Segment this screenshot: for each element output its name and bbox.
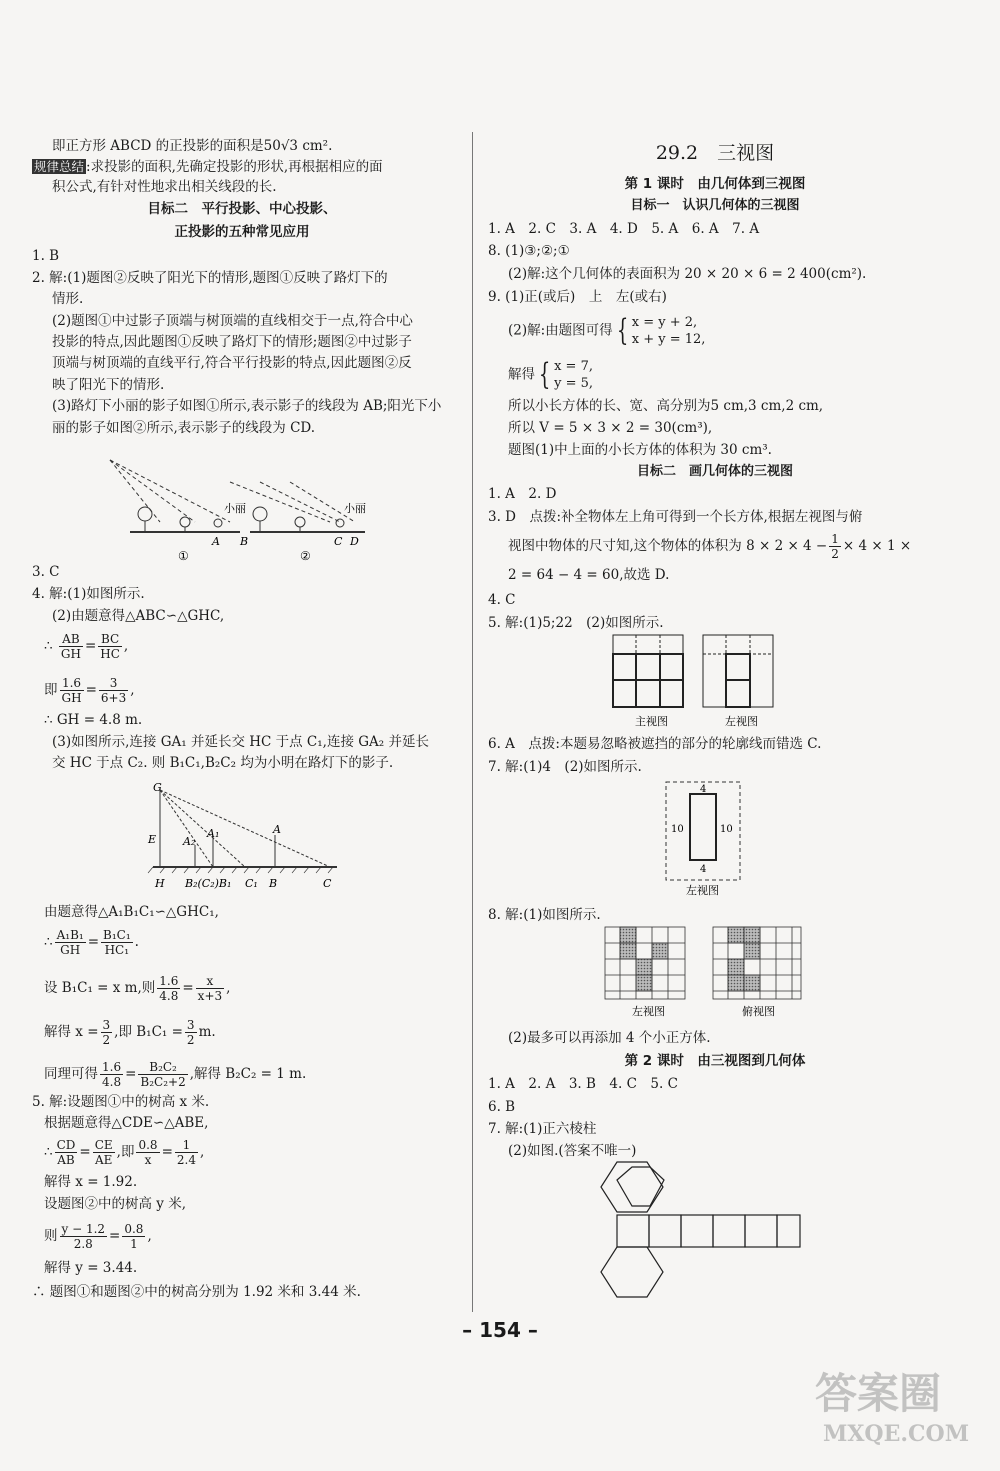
prefix: 视图中物体的尺寸知,这个物体的体积为 8 × 2 × 4 − <box>508 538 828 554</box>
fig2-G: G <box>153 781 162 794</box>
numerator: CE <box>94 1138 113 1152</box>
answer-8: 8. 解:(1)如图所示. <box>488 907 601 923</box>
answer-9-f: 题图(1)中上面的小长方体的体积为 30 cm³. <box>508 442 772 458</box>
answer-5-g: 解得 y = 3.44. <box>44 1260 138 1276</box>
equation-1: x = y + 2, <box>631 315 698 330</box>
left-view-figure-7 <box>664 780 744 900</box>
numerator: 1.6 <box>159 974 179 988</box>
fig1-label-2: 小丽 <box>344 502 366 515</box>
lamp-figure <box>145 775 345 895</box>
lesson2-answers-1-5: 1. A 2. A 3. B 4. C 5. C <box>488 1076 678 1092</box>
fig2-A1: A₁ <box>207 827 220 840</box>
denominator: 4.8 <box>102 1075 122 1089</box>
answer-5-f: 则 $\frac{y - 1.2}{2.8}$ = $\frac{0.8}{1}$ , <box>44 1222 152 1251</box>
denominator: GH <box>60 647 81 661</box>
answer-9-b <box>508 314 705 348</box>
answer-9-a: 9. (1)正(或后) 上 左(或右) <box>488 289 667 305</box>
fig5-caption-2: 左视图 <box>725 715 758 728</box>
answer-8-a: 8. (1)③;②;① <box>488 243 570 259</box>
lesson-2-title: 第 2 课时 由三视图到几何体 <box>624 1053 806 1069</box>
answer-2-c: (2)题图①中过影子顶端与树顶端的直线相交于一点,符合中心 <box>52 313 413 329</box>
fig7-caption: 左视图 <box>686 884 719 897</box>
prefix: 同理可得 <box>44 1066 98 1082</box>
answer-4-h: 由题意得△A₁B₁C₁∽△GHC₁, <box>44 904 219 920</box>
answer-4-a: 4. 解:(1)如图所示. <box>32 586 145 602</box>
prefix: 即 <box>44 682 58 698</box>
denominator: HC₁ <box>104 943 130 957</box>
answer-3-b <box>508 532 911 561</box>
answer-9-d: 所以小长方体的长、宽、高分别为5 cm,3 cm,2 cm, <box>508 398 824 414</box>
fraction <box>175 1138 198 1167</box>
answer-4-d: 即 $\frac{1.6}{GH}$ = $\frac{3}{6+3}$ , <box>44 676 135 705</box>
answer-3: 3. C <box>32 564 60 580</box>
numerator: 0.8 <box>138 1138 158 1152</box>
lesson2-answer-7-b: (2)如图.(答案不唯一) <box>508 1143 637 1159</box>
answer-3-a: 3. D 点拨:补全物体左上角可得到一个长方体,根据左视图与俯 <box>488 509 863 525</box>
answer-5-c: ∴ $\frac{CD}{AB}$ = $\frac{CE}{AE}$ ,即 $\frac{0.8}{x}$ = $\frac{1}{2.4}$ , <box>44 1138 205 1167</box>
numerator: CD <box>56 1138 76 1152</box>
answer-4-e: ∴ GH = 4.8 m. <box>44 712 143 728</box>
denominator: 6+3 <box>100 691 127 705</box>
goal-2-title: 目标二 画几何体的三视图 <box>636 464 793 479</box>
answer-2-e: 顶端与树顶端的直线平行,符合平行投影的特点,因此题图②反 <box>52 355 412 371</box>
lesson2-answer-6: 6. B <box>488 1099 516 1115</box>
fraction <box>93 1138 115 1167</box>
fig2-A2: A₂ <box>183 835 196 848</box>
denominator: AB <box>57 1153 75 1167</box>
denominator: GH <box>60 943 81 957</box>
answer-3-c: 2 = 64 − 4 = 60,故选 D. <box>508 567 670 583</box>
punct: , <box>226 980 231 996</box>
area-conclusion: 即正方形 ABCD 的正投影的面积是50√3 cm². <box>52 138 333 154</box>
prism-net-figure <box>600 1160 810 1310</box>
denominator: 2.8 <box>73 1237 93 1251</box>
goal-1-title: 目标一 认识几何体的三视图 <box>630 198 800 213</box>
fraction <box>136 1138 159 1167</box>
punct: , <box>199 1144 205 1160</box>
answer-4-j: 设 B₁C₁ = x m,则 $\frac{1.6}{4.8}$ = $\frac{x}{x+3}$ , <box>44 974 231 1003</box>
answer-4-g: 交 HC 于点 C₂. 则 B₁C₁,B₂C₂ 均为小明在路灯下的影子. <box>52 755 394 771</box>
fig1-caption-2: ② <box>300 549 311 562</box>
fraction <box>196 974 224 1003</box>
fig7-top: 4 <box>700 784 707 795</box>
views-figure-5 <box>610 632 775 732</box>
equals: = <box>84 638 97 654</box>
numerator: 1 <box>831 532 839 546</box>
fig1-label-1: 小丽 <box>224 502 246 515</box>
lesson-1-title: 第 1 课时 由几何体到三视图 <box>624 176 806 192</box>
answer-2-h: 丽的影子如图②所示,表示影子的线段为 CD. <box>52 420 316 436</box>
fig1-caption-1: ① <box>178 549 189 562</box>
denominator: x <box>144 1153 152 1167</box>
answer-2-d: 投影的特点,因此题图①反映了路灯下的情形;题图②中过影子 <box>52 334 412 350</box>
punct: . <box>134 934 139 950</box>
fraction <box>100 1060 123 1089</box>
numerator: 1 <box>175 1138 198 1153</box>
numerator: BC <box>98 632 122 647</box>
fig2-C: C <box>323 877 332 890</box>
therefore: ∴ <box>44 934 53 950</box>
answers-1-7: 1. A 2. C 3. A 4. D 5. A 6. A 7. A <box>488 221 760 237</box>
fig1-C: C <box>334 535 343 548</box>
therefore: ∴ <box>44 1144 53 1160</box>
fig2-B2C2B1: B₂(C₂)B₁ <box>185 877 232 890</box>
denominator: 2 <box>186 1033 195 1047</box>
answer-4-l: 同理可得 $\frac{1.6}{4.8}$ = $\frac{\text{B₂C₂}}{\text{B₂C₂+2}}$ ,解得 B₂C₂ = 1 m. <box>44 1060 307 1089</box>
fig2-C1: C₁ <box>245 877 258 890</box>
denominator: 2 <box>102 1033 111 1047</box>
prefix: (2)解:由题图可得 <box>508 322 613 339</box>
fraction <box>98 632 122 661</box>
watermark-logo <box>805 1353 980 1453</box>
prefix: 则 <box>44 1228 58 1244</box>
punct: ,解得 B₂C₂ = 1 m. <box>189 1066 307 1082</box>
numerator: x <box>196 974 224 989</box>
equation-system <box>554 358 593 392</box>
fraction <box>101 1018 113 1047</box>
rule-text: :求投影的面积,先确定投影的形状,再根据相应的面 <box>86 159 383 175</box>
answer-5-h: ∴ 题图①和题图②中的树高分别为 1.92 米和 3.44 米. <box>32 1284 361 1300</box>
answer-2-g: (3)路灯下小丽的影子如图①所示,表示影子的线段为 AB;阳光下小 <box>52 398 442 414</box>
views-figure-8 <box>604 925 804 1025</box>
rule-summary <box>32 157 383 177</box>
prefix: 解得 x = <box>44 1024 99 1040</box>
answer-4-b: (2)由题意得△ABC∽△GHC, <box>52 608 225 624</box>
fig1-A: A <box>212 535 220 548</box>
answer-1: 1. B <box>32 248 60 264</box>
answer-4-f: (3)如图所示,连接 GA₁ 并延长交 HC 于点 C₁,连接 GA₂ 并延长 <box>52 734 429 750</box>
equation-2: x + y = 12, <box>631 332 706 347</box>
fig2-E: E <box>148 833 157 846</box>
answer-6: 6. A 点拨:本题易忽略被遮挡的部分的轮廓线而错选 C. <box>488 736 822 752</box>
fraction <box>138 1060 187 1089</box>
fraction <box>99 676 128 705</box>
brace-icon: { <box>616 313 628 348</box>
equation-system <box>632 314 706 348</box>
denominator: 1 <box>130 1237 138 1251</box>
numerator: A₁B₁ <box>56 928 84 942</box>
suffix: × 4 × 1 × <box>842 538 912 554</box>
answer-5-d: 解得 x = 1.92. <box>44 1174 138 1190</box>
answer-5-a: 5. 解:设题图①中的树高 x 米. <box>32 1094 210 1110</box>
rule-tag: 规律总结 <box>34 159 85 174</box>
answer-5-b: 根据题意得△CDE∽△ABE, <box>44 1115 209 1131</box>
answer-2-b: 情形. <box>52 291 84 307</box>
goal2-title-2: 正投影的五种常见应用 <box>174 224 310 240</box>
fraction <box>55 1138 78 1167</box>
rule-text-2: 积公式,有针对性地求出相关线段的长. <box>52 179 277 195</box>
fraction <box>60 1222 108 1251</box>
fraction <box>60 676 84 705</box>
denominator: x+3 <box>197 989 223 1003</box>
answer-7: 7. 解:(1)4 (2)如图所示. <box>488 759 642 775</box>
fraction <box>101 928 133 957</box>
fig8-caption-2: 俯视图 <box>742 1005 775 1018</box>
denominator: HC <box>100 647 120 661</box>
punct: , <box>130 682 135 698</box>
answer-2-f: 映了阳光下的情形. <box>52 377 165 393</box>
fraction <box>55 928 86 957</box>
numerator: B₂C₂ <box>138 1060 187 1075</box>
watermark-text: 答案圈 <box>815 1369 942 1418</box>
fig8-caption-1: 左视图 <box>632 1005 665 1018</box>
answer-8-b: (2)解:这个几何体的表面积为 20 × 20 × 6 = 2 400(cm²). <box>508 266 867 282</box>
middle: ,即 B₁C₁ = <box>114 1024 183 1040</box>
numerator: 3 <box>99 676 128 691</box>
answer-5-e: 设题图②中的树高 y 米, <box>44 1196 187 1212</box>
numerator: 0.8 <box>124 1222 144 1236</box>
prefix: 解得 <box>508 366 535 383</box>
fig7-right: 10 <box>720 824 733 835</box>
prefix: 设 B₁C₁ = x m,则 <box>44 980 156 996</box>
numerator: 3 <box>102 1018 111 1032</box>
numerator: AB <box>59 632 83 647</box>
numerator: 1.6 <box>102 1060 122 1074</box>
answer-4-i: ∴ $\frac{\text{A₁B₁}}{GH}$ = $\frac{\text{B₁C₁}}{\text{HC₁}}$ . <box>44 928 139 957</box>
fig7-left: 10 <box>671 824 684 835</box>
therefore: ∴ <box>44 638 53 654</box>
shadow-figure <box>100 452 380 562</box>
column-divider <box>472 132 473 1312</box>
lesson2-answer-7-a: 7. 解:(1)正六棱柱 <box>488 1121 597 1137</box>
answer-2-a: 2. 解:(1)题图②反映了阳光下的情形,题图①反映了路灯下的 <box>32 270 388 286</box>
answer-9-c <box>508 358 593 392</box>
fig1-D: D <box>350 535 359 548</box>
answer-9-e: 所以 V = 5 × 3 × 2 = 30(cm³), <box>508 420 713 436</box>
fraction <box>59 632 83 661</box>
middle: ,即 <box>116 1144 135 1160</box>
numerator: 3 <box>186 1018 195 1032</box>
page-number: – 154 – <box>462 1318 538 1342</box>
answer-4: 4. C <box>488 592 516 608</box>
fig7-bottom: 4 <box>700 864 707 875</box>
denominator: AE <box>94 1153 113 1167</box>
denominator: B₂C₂+2 <box>140 1075 186 1089</box>
punct: m. <box>198 1024 216 1040</box>
equation-2: y = 5, <box>554 376 593 391</box>
punct: , <box>147 1228 152 1244</box>
answer-5: 5. 解:(1)5;22 (2)如图所示. <box>488 615 664 631</box>
fraction <box>157 974 180 1003</box>
fraction <box>829 532 841 561</box>
denominator: GH <box>61 691 82 705</box>
fraction <box>185 1018 197 1047</box>
goal2-title-1: 目标二 平行投影、中心投影、 <box>147 201 337 217</box>
fig2-A: A <box>273 823 281 836</box>
numerator: y − 1.2 <box>61 1222 106 1236</box>
denominator: 4.8 <box>159 989 179 1003</box>
numerator: 1.6 <box>60 676 84 691</box>
fig5-caption-1: 主视图 <box>635 715 668 728</box>
fig1-B: B <box>240 535 249 548</box>
section-title: 29.2 三视图 <box>655 142 775 164</box>
brace-icon: { <box>538 357 551 392</box>
denominator: 2 <box>831 547 839 561</box>
fraction <box>122 1222 145 1251</box>
fig2-B: B <box>269 877 278 890</box>
punct: , <box>123 638 129 654</box>
watermark-url: MXQE.COM <box>823 1421 970 1447</box>
answer-8-b-right: (2)最多可以再添加 4 个小正方体. <box>508 1030 711 1046</box>
equation-1: x = 7, <box>554 359 593 374</box>
answers-1-2: 1. A 2. D <box>488 486 557 502</box>
numerator: B₁C₁ <box>103 928 131 942</box>
denominator: 2.4 <box>176 1153 196 1167</box>
answer-4-k <box>44 1018 216 1047</box>
answer-4-c <box>44 632 128 661</box>
fig2-H: H <box>155 877 165 890</box>
